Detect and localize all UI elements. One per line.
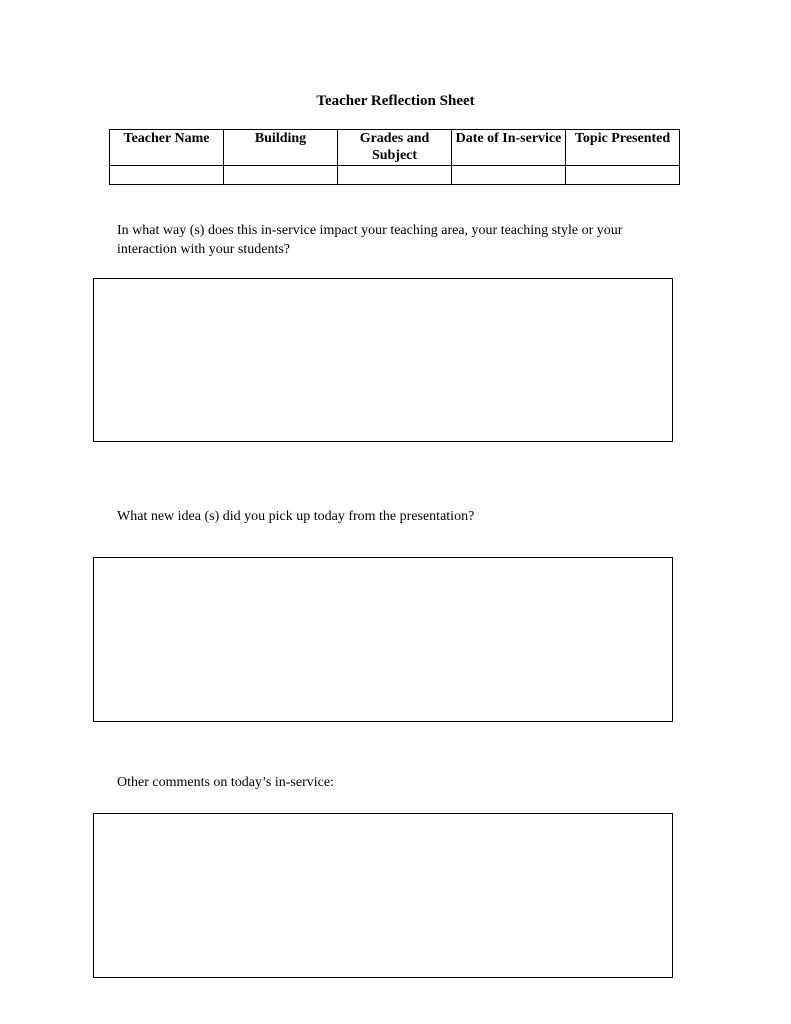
building-cell[interactable] [224,166,338,185]
header-topic-presented: Topic Presented [566,130,680,166]
table-header-row [110,130,680,166]
question-new-ideas: What new idea (s) did you pick up today from the presentation? [117,509,475,524]
date-of-inservice-cell[interactable] [452,166,566,185]
teacher-info-table [109,129,680,185]
answer-box-other-comments[interactable] [93,813,673,978]
question-other-comments: Other comments on today’s in-service: [117,775,334,790]
topic-presented-cell[interactable] [566,166,680,185]
document-title: Teacher Reflection Sheet [316,93,475,109]
teacher-name-cell[interactable] [110,166,224,185]
header-building: Building [224,130,338,166]
grades-subject-cell[interactable] [338,166,452,185]
header-grades-subject: Grades and Subject [338,130,452,166]
answer-box-new-ideas[interactable] [93,557,673,722]
table-row [110,166,680,185]
header-date-of-inservice: Date of In-service [452,130,566,166]
question-impact: In what way (s) does this in-service impact your teaching area, your teaching style or your interaction with your students? [117,223,623,257]
answer-box-impact[interactable] [93,278,673,442]
header-teacher-name: Teacher Name [110,130,224,166]
